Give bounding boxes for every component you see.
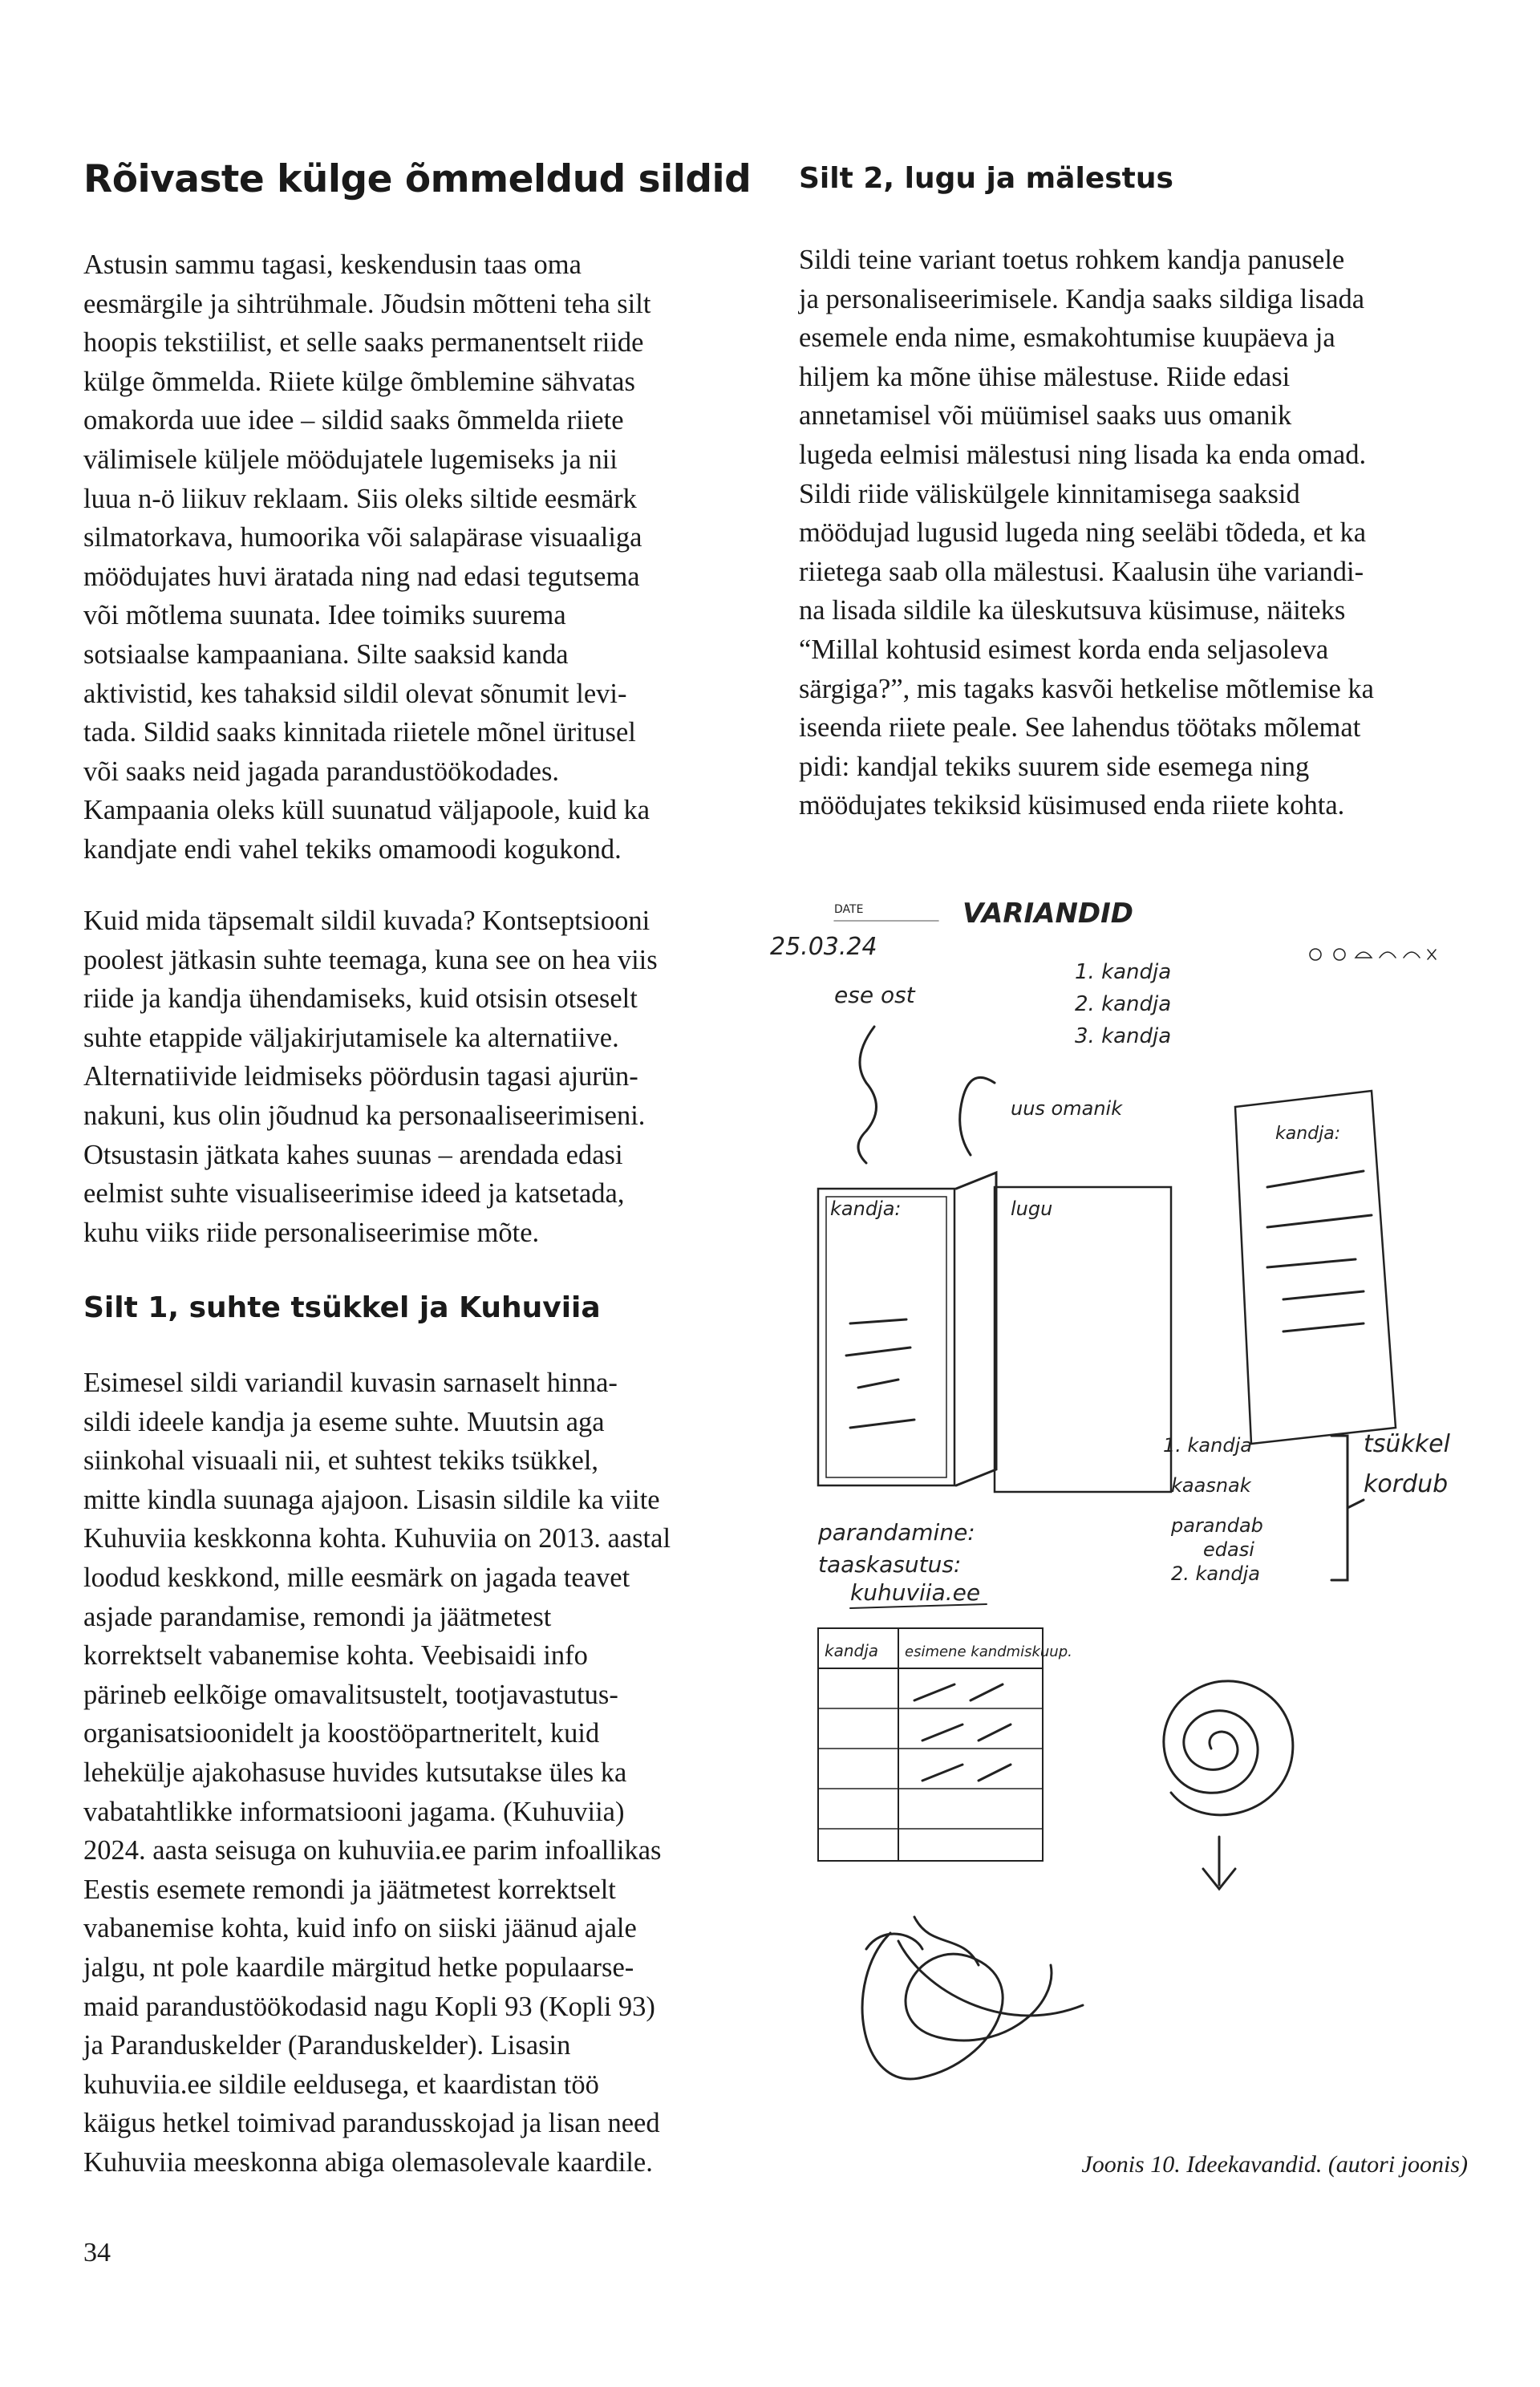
sketch-taaskasutus: taaskasutus: — [818, 1551, 962, 1578]
sketch-kordub: kordub — [1364, 1470, 1449, 1498]
paragraph-4: Sildi teine variant toetus rohkem kandja panusele ja personaliseerimisele. Kandja saaks sildiga lisada esemele enda nime, esmakohtumise kuupäeva ja hiljem ka mõne ühise mälestuse. Riide edasi annetamisel või müümisel saaks uus omanik lugeda eelmisi mälestusi ning lisada ka enda omad. Sildi riide väliskülgele kinnitamisega saaksid möödujad lugusid lugeda ning seeläbi tõdeda, et ka riietega saab olla mälestusi. Kaalusin ühe variandi- na lisada sildile ka üleskutsuva küsimuse, näiteks “Millal kohtusid esimest korda enda seljasoleva särgiga?”, mis tagaks kasvõi hetkelise mõtlemise ka iseenda riiete peale. See lahendus töötaks mõlemat pidi: kandjal tekiks suurem side esemega ning möödujates tekiksid küsimused enda riiete kohta. — [799, 245, 1374, 821]
sketch-list-b-1: 1. kandja — [1163, 1434, 1252, 1457]
sketch-ese-ost: ese ost — [834, 982, 915, 1008]
sketch-parandamine: parandamine: — [818, 1519, 975, 1546]
sketch-kandja: kandja: — [830, 1198, 902, 1220]
sketch-lugu: lugu — [1011, 1198, 1053, 1220]
sketch-list-b-5: 2. kandja — [1171, 1562, 1260, 1585]
idea-sketch-figure — [770, 874, 1492, 2126]
sketch-list-b-2: kaasnak — [1171, 1474, 1251, 1497]
page-number: 34 — [83, 2238, 111, 2267]
sketch-tsukkel: tsükkel — [1364, 1430, 1450, 1458]
sketch-table-col-2: esimene kandmiskuup. — [905, 1643, 1072, 1660]
sketch-list-b-4: edasi — [1203, 1538, 1254, 1561]
figure-caption: Joonis 10. Ideekavandid. (autori joonis) — [1081, 2151, 1468, 2178]
subheading-silt-1: Silt 1, suhte tsükkel ja Kuhuviia — [83, 1291, 601, 1324]
sketch-table-col-1: kandja — [825, 1641, 879, 1660]
sketch-list-a-3: 3. kandja — [1075, 1024, 1172, 1048]
sketch-date: 25.03.24 — [770, 933, 877, 961]
sketch-uus-omanik: uus omanik — [1011, 1097, 1123, 1120]
paragraph-3: Esimesel sildi variandil kuvasin sarnaselt hinna- sildi ideele kandja ja eseme suhte. Muutsin aga siinkohal visuaali nii, et suhtest tekiks tsükkel, mitte kindla suunaga ajajoon. Lisasin sildile ka viite Kuhuviia keskkonna kohta. Kuhuviia on 2013. aastal loodud keskkond, mille eesmärk on jagada teavet asjade parandamise, remondi ja jäätmetest korrektselt vabanemise kohta. Veebisaidi info pärineb eelkõige omavalitsustelt, tootjavastutus- organisatsioonidelt ja koostööpartneritelt, kuid lehekülje ajakohasuse huvides kutsutakse üles ka vabatahtlikke informatsiooni jagama. (Kuhuviia) 2024. aasta seisuga on kuhuviia.ee parim infoallikas Eestis esemete remondi ja jäätmetest korrektselt vabanemise kohta, kuid info on siiski jäänud ajale jalgu, nt pole kaardile märgitud hetke populaarse- maid parandustöökodasid nagu Kopli 93 (Kopli 93) ja Paranduskelder (Paranduskelder). Lisasin kuhuviia.ee sildile eeldusega, et kaardistan töö käigus hetkel toimivad parandusskojad ja lisan need Kuhuviia meeskonna abiga olemasolevale kaardile. — [83, 1368, 671, 2178]
subheading-silt-2: Silt 2, lugu ja mälestus — [799, 162, 1173, 195]
sketch-date-label: DATE — [834, 903, 864, 916]
sketch-kuhuviia: kuhuviia.ee — [850, 1579, 981, 1606]
paragraph-1: Astusin sammu tagasi, keskendusin taas oma eesmärgile ja sihtrühmale. Jõudsin mõtteni teha silt hoopis tekstiilist, et selle saaks permanentselt riide külge õmmelda. Riiete külge õmblemine sähvatas omakorda uue idee – sildid saaks õmmelda riiete välimisele küljele möödujatele lugemiseks ja nii luua n-ö liikuv reklaam. Siis oleks siltide eesmärk silmatorkava, humoorika või salapärase visuaaliga möödujates huvi äratada ning nad edasi tegutsema või mõtlema suunata. Idee toimiks suurema sotsiaalse kampaaniana. Silte saaksid kanda aktivistid, kes tahaksid sildil olevat sõnumit levi- tada. Sildid saaks kinnitada riietele mõnel üritusel või saaks neid jagada parandustöökodades. Kampaania oleks küll suunatud väljapoole, kuid ka kandjate endi vahel tekiks omamoodi kogukond. — [83, 249, 651, 865]
sketch-list-a-1: 1. kandja — [1075, 960, 1172, 984]
section-heading: Rõivaste külge õmmeldud sildid — [83, 157, 752, 201]
paragraph-2: Kuid mida täpsemalt sildil kuvada? Kontseptsiooni poolest jätkasin suhte teemaga, kuna see on hea viis riide ja kandja ühendamiseks, kuid otsisin otseselt suhte etappide väljakirjutamisele ka alternatiive. Alternatiivide leidmiseks pöördusin tagasi ajurün- nakuni, kus olin jõudnud ka personaaliseerimiseni. Otsustasin jätkata kahes suunas – arendada edasi eelmist suhte visualiseerimise ideed ja katsetada, kuhu viiks riide personaliseerimise mõte. — [83, 906, 658, 1248]
sketch-title: VARIANDID — [962, 898, 1134, 930]
sketch-kandja-right: kandja: — [1275, 1124, 1341, 1144]
sketch-list-a-2: 2. kandja — [1075, 992, 1172, 1016]
sketch-list-b-3: parandab — [1171, 1514, 1263, 1537]
